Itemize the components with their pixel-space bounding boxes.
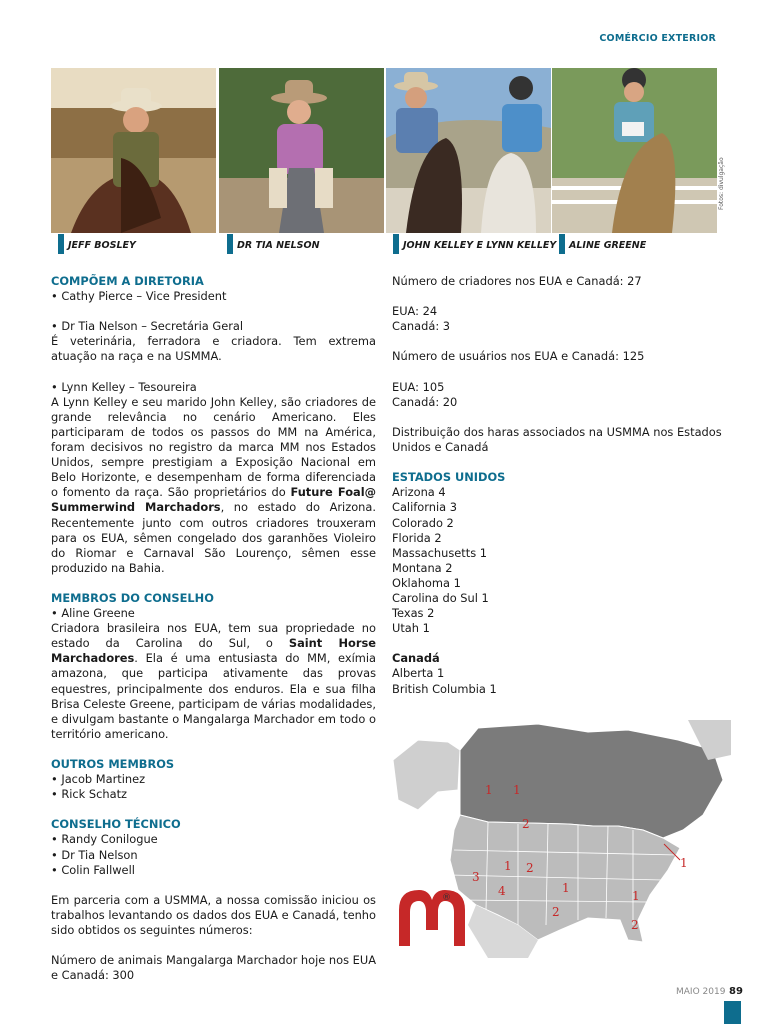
state-item: Arizona 4 bbox=[392, 485, 446, 500]
heading-estados-unidos: ESTADOS UNIDOS bbox=[392, 470, 506, 485]
photo-caption: JOHN KELLEY E LYNN KELLEY bbox=[393, 237, 556, 254]
photo-jeff-bosley bbox=[51, 68, 216, 233]
stat-line: Número de criadores nos EUA e Canadá: 27 bbox=[392, 274, 642, 288]
heading-tecnico: CONSELHO TÉCNICO bbox=[51, 817, 181, 832]
stat-line: EUA: 24 bbox=[392, 304, 438, 319]
photo-john-lynn-kelley bbox=[386, 68, 551, 233]
paragraph: Distribuição dos haras associados na USMMA nos Estados Unidos e Canadá bbox=[392, 424, 722, 455]
photo-tia-nelson bbox=[219, 68, 384, 233]
section-tag: COMÉRCIO EXTERIOR bbox=[599, 33, 716, 44]
state-item: Carolina do Sul 1 bbox=[392, 590, 489, 605]
heading-canada: Canadá bbox=[392, 651, 440, 666]
stat-line: Canadá: 3 bbox=[392, 319, 451, 334]
paragraph: Em parceria com a USMMA, a nossa comissão iniciou os trabalhos levantando os dados dos EUA e Canadá, tenho sido obtidos os seguintes números: bbox=[51, 892, 376, 938]
state-item: California 3 bbox=[392, 500, 457, 515]
state-item: Florida 2 bbox=[392, 530, 442, 545]
map-label-colorado: 2 bbox=[526, 861, 534, 875]
list-item: • Aline Greene bbox=[51, 606, 135, 621]
photo-aline-greene bbox=[552, 68, 717, 233]
state-item: Colorado 2 bbox=[392, 515, 454, 530]
photo-caption: ALINE GREENE bbox=[559, 237, 646, 254]
photo-credit: Fotos: divulgação bbox=[718, 157, 725, 210]
map-label-oklahoma: 1 bbox=[562, 881, 570, 895]
stat-line: Número de usuários nos EUA e Canadá: 125 bbox=[392, 349, 645, 364]
state-item: Montana 2 bbox=[392, 560, 453, 575]
photo-caption: JEFF BOSLEY bbox=[58, 237, 136, 254]
state-item: Massachusetts 1 bbox=[392, 545, 488, 560]
province-item: Alberta 1 bbox=[392, 666, 445, 681]
list-item: • Jacob Martinez bbox=[51, 772, 146, 787]
map-label-texas: 2 bbox=[552, 905, 560, 919]
canada-shape bbox=[460, 724, 723, 838]
left-column bbox=[51, 274, 376, 983]
map-label-utah: 1 bbox=[504, 859, 512, 873]
list-item: • Randy Conilogue bbox=[51, 832, 158, 847]
map-label-massachusetts: 1 bbox=[680, 856, 688, 870]
svg-text:®: ® bbox=[442, 893, 451, 903]
map-label-florida: 2 bbox=[631, 918, 639, 932]
state-item: Oklahoma 1 bbox=[392, 575, 461, 590]
heading-diretoria: COMPÕEM A DIRETORIA bbox=[51, 274, 204, 288]
north-america-map bbox=[388, 720, 731, 958]
list-item: • Lynn Kelley – Tesoureira bbox=[51, 379, 197, 394]
paragraph: Criadora brasileira nos EUA, tem sua propriedade no estado da Carolina do Sul, o Saint Horse Marchadores. Ela é uma entusiasta do MM, exímia amazona, que participa ativamente das provas equestres, principalmente dos enduros. Ela e sua filha Brisa Celeste Greene, participam de várias modalidades, e divulgam bastante o Mangalarga Marchador em todo o território americano. bbox=[51, 621, 376, 741]
right-column bbox=[392, 274, 722, 697]
photo-caption: DR TIA NELSON bbox=[227, 237, 320, 254]
stat-line: EUA: 105 bbox=[392, 379, 445, 394]
province-item: British Columbia 1 bbox=[392, 681, 497, 696]
map-label-carolina-do-sul: 1 bbox=[632, 889, 640, 903]
footer-date: MAIO 2019 bbox=[676, 987, 726, 997]
map-label-montana: 2 bbox=[522, 817, 530, 831]
heading-outros: OUTROS MEMBROS bbox=[51, 757, 175, 771]
paragraph: É veterinária, ferradora e criadora. Tem extrema atuação na raça e na USMMA. bbox=[51, 334, 376, 364]
stat-line: Canadá: 20 bbox=[392, 394, 458, 409]
list-item: • Dr Tia Nelson bbox=[51, 847, 138, 862]
footer-accent-bar bbox=[724, 1001, 741, 1024]
map-label-alberta: 1 bbox=[513, 783, 521, 797]
list-item: • Colin Fallwell bbox=[51, 862, 135, 877]
state-item: Texas 2 bbox=[392, 606, 435, 621]
heading-conselho: MEMBROS DO CONSELHO bbox=[51, 590, 214, 605]
list-item: • Rick Schatz bbox=[51, 787, 128, 802]
map-label-british-columbia: 1 bbox=[485, 783, 493, 797]
map-label-arizona: 4 bbox=[498, 884, 506, 898]
map-label-california: 3 bbox=[472, 870, 480, 884]
list-item: • Cathy Pierce – Vice President bbox=[51, 289, 227, 304]
page-number: 89 bbox=[729, 986, 743, 997]
list-item: • Dr Tia Nelson – Secretária Geral bbox=[51, 319, 244, 334]
paragraph: Número de animais Mangalarga Marchador hoje nos EUA e Canadá: 300 bbox=[51, 953, 376, 983]
paragraph: A Lynn Kelley e seu marido John Kelley, são criadores de grande relevância no cenário Americano. Eles participaram de todos os passos do MM na América, foram decisivos no registro da marca MM nos Estados Unidos, sempre prestigiam a Exposição Nacional em Belo Horizonte, e desempenham de forma diferenciada o fomento da raça. São proprietários do Future Foal@ Summerwind Marchadors, no estado do Arizona. Recentemente junto com outros criadores trouxeram para os EUA, sêmen congelado dos garanhões Violeiro do Riomar e Carnaval São Lourenço, sêmen esse produzido na Bahia. bbox=[51, 394, 376, 575]
state-item: Utah 1 bbox=[392, 621, 430, 636]
